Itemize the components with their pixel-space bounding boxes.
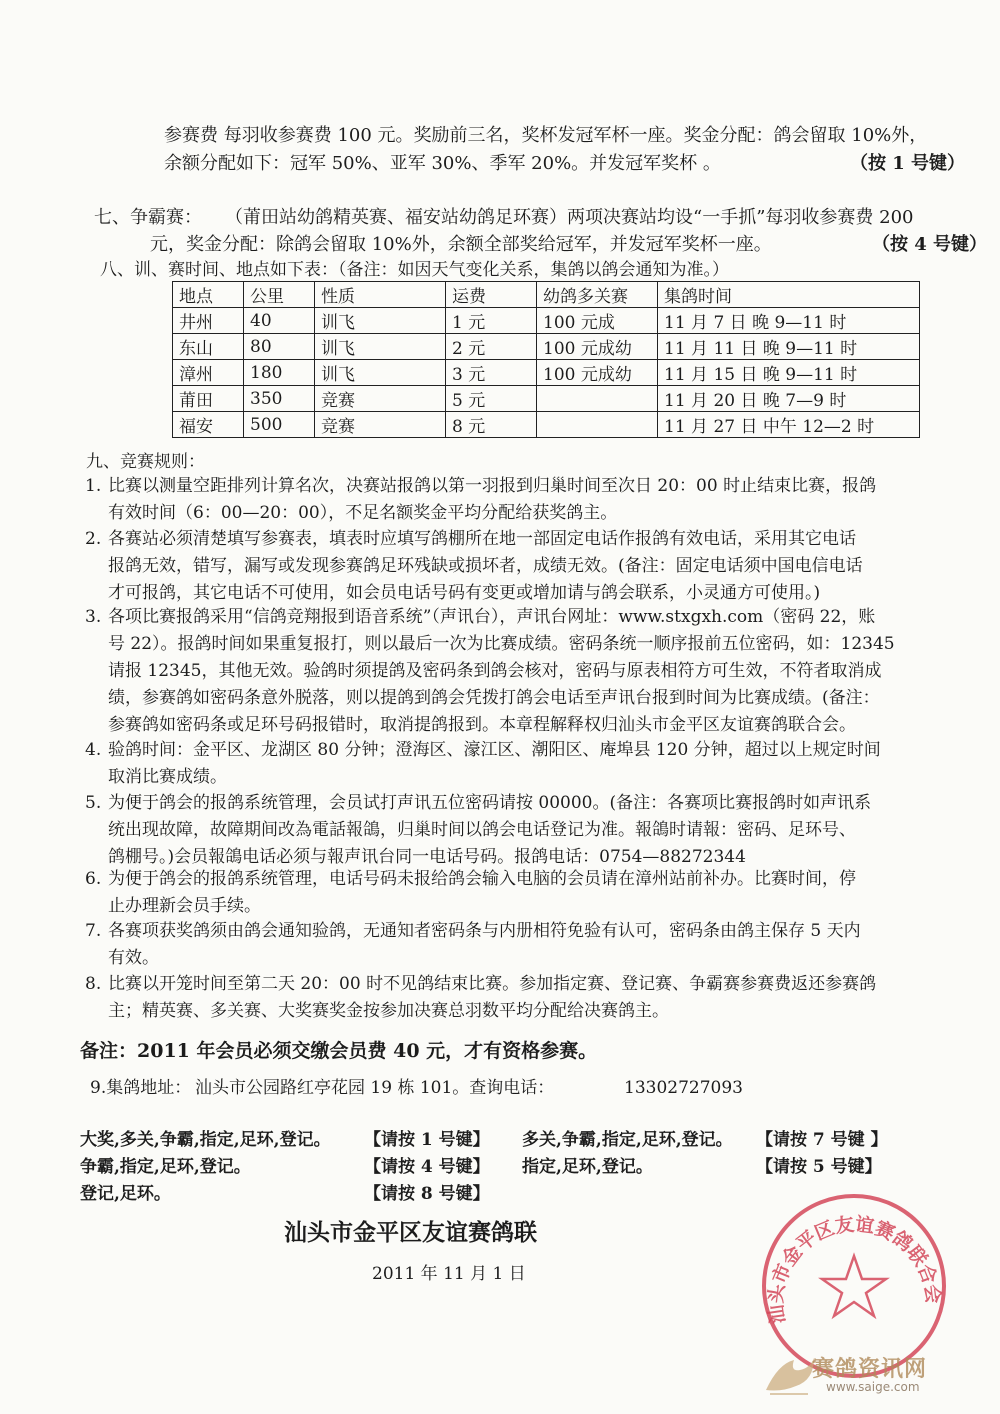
cell: 1 元 (446, 308, 537, 334)
signature-date: 2011 年 11 月 1 日 (372, 1264, 526, 1284)
rule-line: 鸽棚号。)会员報鴿电话必须与報声讯台同一电话号码。报鸽电话：0754—88272344 (108, 847, 746, 867)
table-row (173, 386, 920, 412)
rule-line: 各赛站必须清楚填写参赛表，填表时应填写鸽棚所在地一部固定电话作报鸽有效电话，采用其它电话 (108, 529, 856, 549)
rule-number: 3. (85, 607, 102, 627)
rule-3 (108, 604, 998, 739)
key-guide-items: 指定,足环,登记。 (522, 1157, 653, 1177)
signature-org: 汕头市金平区友谊赛鸽联 (284, 1219, 537, 1246)
address-label: 9.集鸽地址： (90, 1078, 192, 1098)
cell: 竞赛 (315, 412, 446, 438)
rule-line: 绩，参赛鸽如密码条意外脱落，则以提鸽到鸽会凭拨打鸽会电话至声讯台报到时间为比赛成绩。(备注： (108, 688, 880, 708)
rule-7 (108, 918, 998, 972)
section9-heading: 九、竞赛规则： (86, 452, 205, 472)
fee-line-2: 余额分配如下：冠军 50%、亚军 30%、季军 20%。并发冠军奖杯 。 (164, 153, 721, 174)
cell: 80 (244, 334, 315, 360)
cell: 训飞 (315, 334, 446, 360)
rule-number: 2. (85, 529, 102, 549)
rule-line: 报鸽无效，错写，漏写或发现参赛鸽足环残缺或损坏者，成绩无效。(备注：固定电话须中国电信电话 (108, 556, 863, 576)
rule-line: 主；精英赛、多关赛、大奖赛奖金按参加决赛总羽数平均分配给决赛鸽主。 (108, 1001, 669, 1021)
section8-heading: 八、训、赛时间、地点如下表：（备注：如因天气变化关系，集鸽以鸽会通知为准。） (100, 260, 729, 280)
pigeon-logo-icon (760, 1350, 818, 1400)
rule-line: 有效时间（6：00—20：00），不足名额奖金平均分配给获奖鸽主。 (108, 503, 618, 523)
cell: 8 元 (446, 412, 537, 438)
stamp-ring (764, 1196, 944, 1376)
rule-6 (108, 866, 998, 920)
membership-remark: 备注：2011 年会员必须交缴会员费 40 元，才有资格参赛。 (80, 1040, 598, 1062)
col-header: 公里 (244, 282, 315, 308)
section7-key-note: （按 4 号键） (872, 234, 988, 255)
cell: 180 (244, 360, 315, 386)
rule-2 (108, 526, 998, 607)
key-guide-key: 【请按 4 号键】 (364, 1157, 490, 1177)
rule-line: 为便于鸽会的报鸽系统管理，电话号码未报给鸽会输入电脑的会员请在漳州站前补办。比赛时间，停 (108, 869, 856, 889)
rule-line: 比赛以开笼时间至第二天 20：00 时不见鸽结束比赛。参加指定赛、登记赛、争霸赛参赛费返还参赛鸽 (108, 974, 877, 994)
rule-1 (108, 473, 998, 527)
rule-line: 请报 12345，其他无效。验鸽时须提鸽及密码条到鸽会核对，密码与原表相符方可生效，不符者取消成 (108, 661, 882, 681)
cell: 3 元 (446, 360, 537, 386)
cell: 5 元 (446, 386, 537, 412)
rule-line: 验鸽时间：金平区、龙湖区 80 分钟；澄海区、濠江区、潮阳区、庵埠县 120 分钟，超过以上规定时间 (108, 740, 881, 760)
cell: 井州 (173, 308, 244, 334)
table-row (173, 334, 920, 360)
section7-heading: 七、争霸赛： (94, 207, 202, 228)
cell: 11 月 15 日 晚 9—11 时 (658, 360, 920, 386)
table-header-row (173, 282, 920, 308)
cell: 11 月 11 日 晚 9—11 时 (658, 334, 920, 360)
rule-line: 参赛鸽如密码条或足环号码报错时，取消提鸽报到。本章程解释权归汕头市金平区友谊赛鸽联合会。 (108, 715, 856, 735)
key-guide-items: 多关,争霸,指定,足环,登记。 (522, 1130, 733, 1150)
cell: 莆田 (173, 386, 244, 412)
cell: 11 月 7 日 晚 9—11 时 (658, 308, 920, 334)
cell: 350 (244, 386, 315, 412)
rule-number: 1. (85, 476, 102, 496)
rule-line: 统出现故障，故障期间改為電話報鴿，归巢时间以鸽会电话登记为准。報鴿时请報：密码、足环号、 (108, 820, 856, 840)
cell: 11 月 20 日 晚 7—9 时 (658, 386, 920, 412)
col-header: 幼鸽多关赛 (537, 282, 658, 308)
rule-line: 止办理新会员手续。 (108, 896, 261, 916)
stamp-text: 汕头市金平区友谊赛鸽联合会 (765, 1213, 945, 1326)
rule-8 (108, 971, 998, 1025)
schedule-table (172, 281, 920, 438)
key-guide-items: 登记,足环。 (80, 1184, 171, 1204)
col-header: 性质 (315, 282, 446, 308)
stamp-star-icon (822, 1256, 886, 1316)
rule-number: 6. (85, 869, 102, 889)
rule-number: 5. (85, 793, 102, 813)
cell: 40 (244, 308, 315, 334)
rule-line: 有效。 (108, 948, 159, 968)
cell: 100 元成幼 (537, 360, 658, 386)
fee-key-note: （按 1 号键） (850, 153, 966, 174)
watermark-title: 赛鸽资讯网 (812, 1357, 928, 1382)
section7-line-1: （莆田站幼鸽精英赛、福安站幼鸽足环赛）两项决赛站均设“一手抓”每羽收参赛费 200 (225, 207, 914, 228)
key-guide-items: 大奖,多关,争霸,指定,足环,登记。 (80, 1130, 331, 1150)
cell: 福安 (173, 412, 244, 438)
rule-line: 各赛项获奖鸽须由鸽会通知验鸽，无通知者密码条与内册相符免验有认可，密码条由鸽主保存 5 天内 (108, 921, 861, 941)
address-text: 汕头市公园路红亭花园 19 栋 101。查询电话： (195, 1078, 555, 1098)
watermark-url: www.saige.com (826, 1380, 920, 1394)
rule-number: 4. (85, 740, 102, 760)
cell: 漳州 (173, 360, 244, 386)
cell (537, 386, 658, 412)
rule-line: 才可报鸽，其它电话不可使用，如会员电话号码有变更或增加请与鸽会联系，小灵通方可使用。) (108, 583, 821, 603)
rule-line: 号 22）。报鸽时间如果重复报打，则以最后一次为比赛成绩。密码条统一顺序报前五位密码，如：12345 (108, 634, 895, 654)
rule-5 (108, 790, 998, 871)
key-guide-key: 【请按 7 号键 】 (756, 1130, 888, 1150)
cell (537, 412, 658, 438)
rule-4 (108, 737, 998, 791)
col-header: 集鸽时间 (658, 282, 920, 308)
cell: 东山 (173, 334, 244, 360)
cell: 训飞 (315, 360, 446, 386)
key-guide-key: 【请按 1 号键】 (364, 1130, 490, 1150)
watermark (760, 1350, 965, 1400)
address-phone: 13302727093 (624, 1078, 743, 1098)
cell: 竞赛 (315, 386, 446, 412)
table-row (173, 308, 920, 334)
cell: 100 元成 (537, 308, 658, 334)
section7-line-2: 元，奖金分配：除鸽会留取 10%外，余额全部奖给冠军，并发冠军奖杯一座。 (150, 234, 772, 255)
cell: 11 月 27 日 中午 12—2 时 (658, 412, 920, 438)
col-header: 地点 (173, 282, 244, 308)
table-row (173, 412, 920, 438)
key-guide-key: 【请按 5 号键】 (756, 1157, 882, 1177)
fee-line-1: 参赛费 每羽收参赛费 100 元。奖励前三名，奖杯发冠军杯一座。奖金分配：鸽会留取 10%外， (164, 125, 928, 146)
rule-number: 8. (85, 974, 102, 994)
cell: 500 (244, 412, 315, 438)
col-header: 运费 (446, 282, 537, 308)
table-row (173, 360, 920, 386)
cell: 100 元成幼 (537, 334, 658, 360)
key-guide-items: 争霸,指定,足环,登记。 (80, 1157, 251, 1177)
rule-line: 比赛以测量空距排列计算名次，决赛站报鸽以第一羽报到归巢时间至次日 20：00 时止结束比赛，报鸽 (108, 476, 877, 496)
cell: 训飞 (315, 308, 446, 334)
rule-line: 为便于鸽会的报鸽系统管理，会员试打声讯五位密码请按 00000。(备注：各赛项比赛报鸽时如声讯系 (108, 793, 872, 813)
cell: 2 元 (446, 334, 537, 360)
key-guide-key: 【请按 8 号键】 (364, 1184, 490, 1204)
rule-number: 7. (85, 921, 102, 941)
rule-line: 各项比赛报鸽采用“信鸽竞翔报到语音系统”（声讯台），声讯台网址：www.stxgxh.com（密码 22，账 (108, 607, 876, 627)
rule-line: 取消比赛成绩。 (108, 767, 227, 787)
